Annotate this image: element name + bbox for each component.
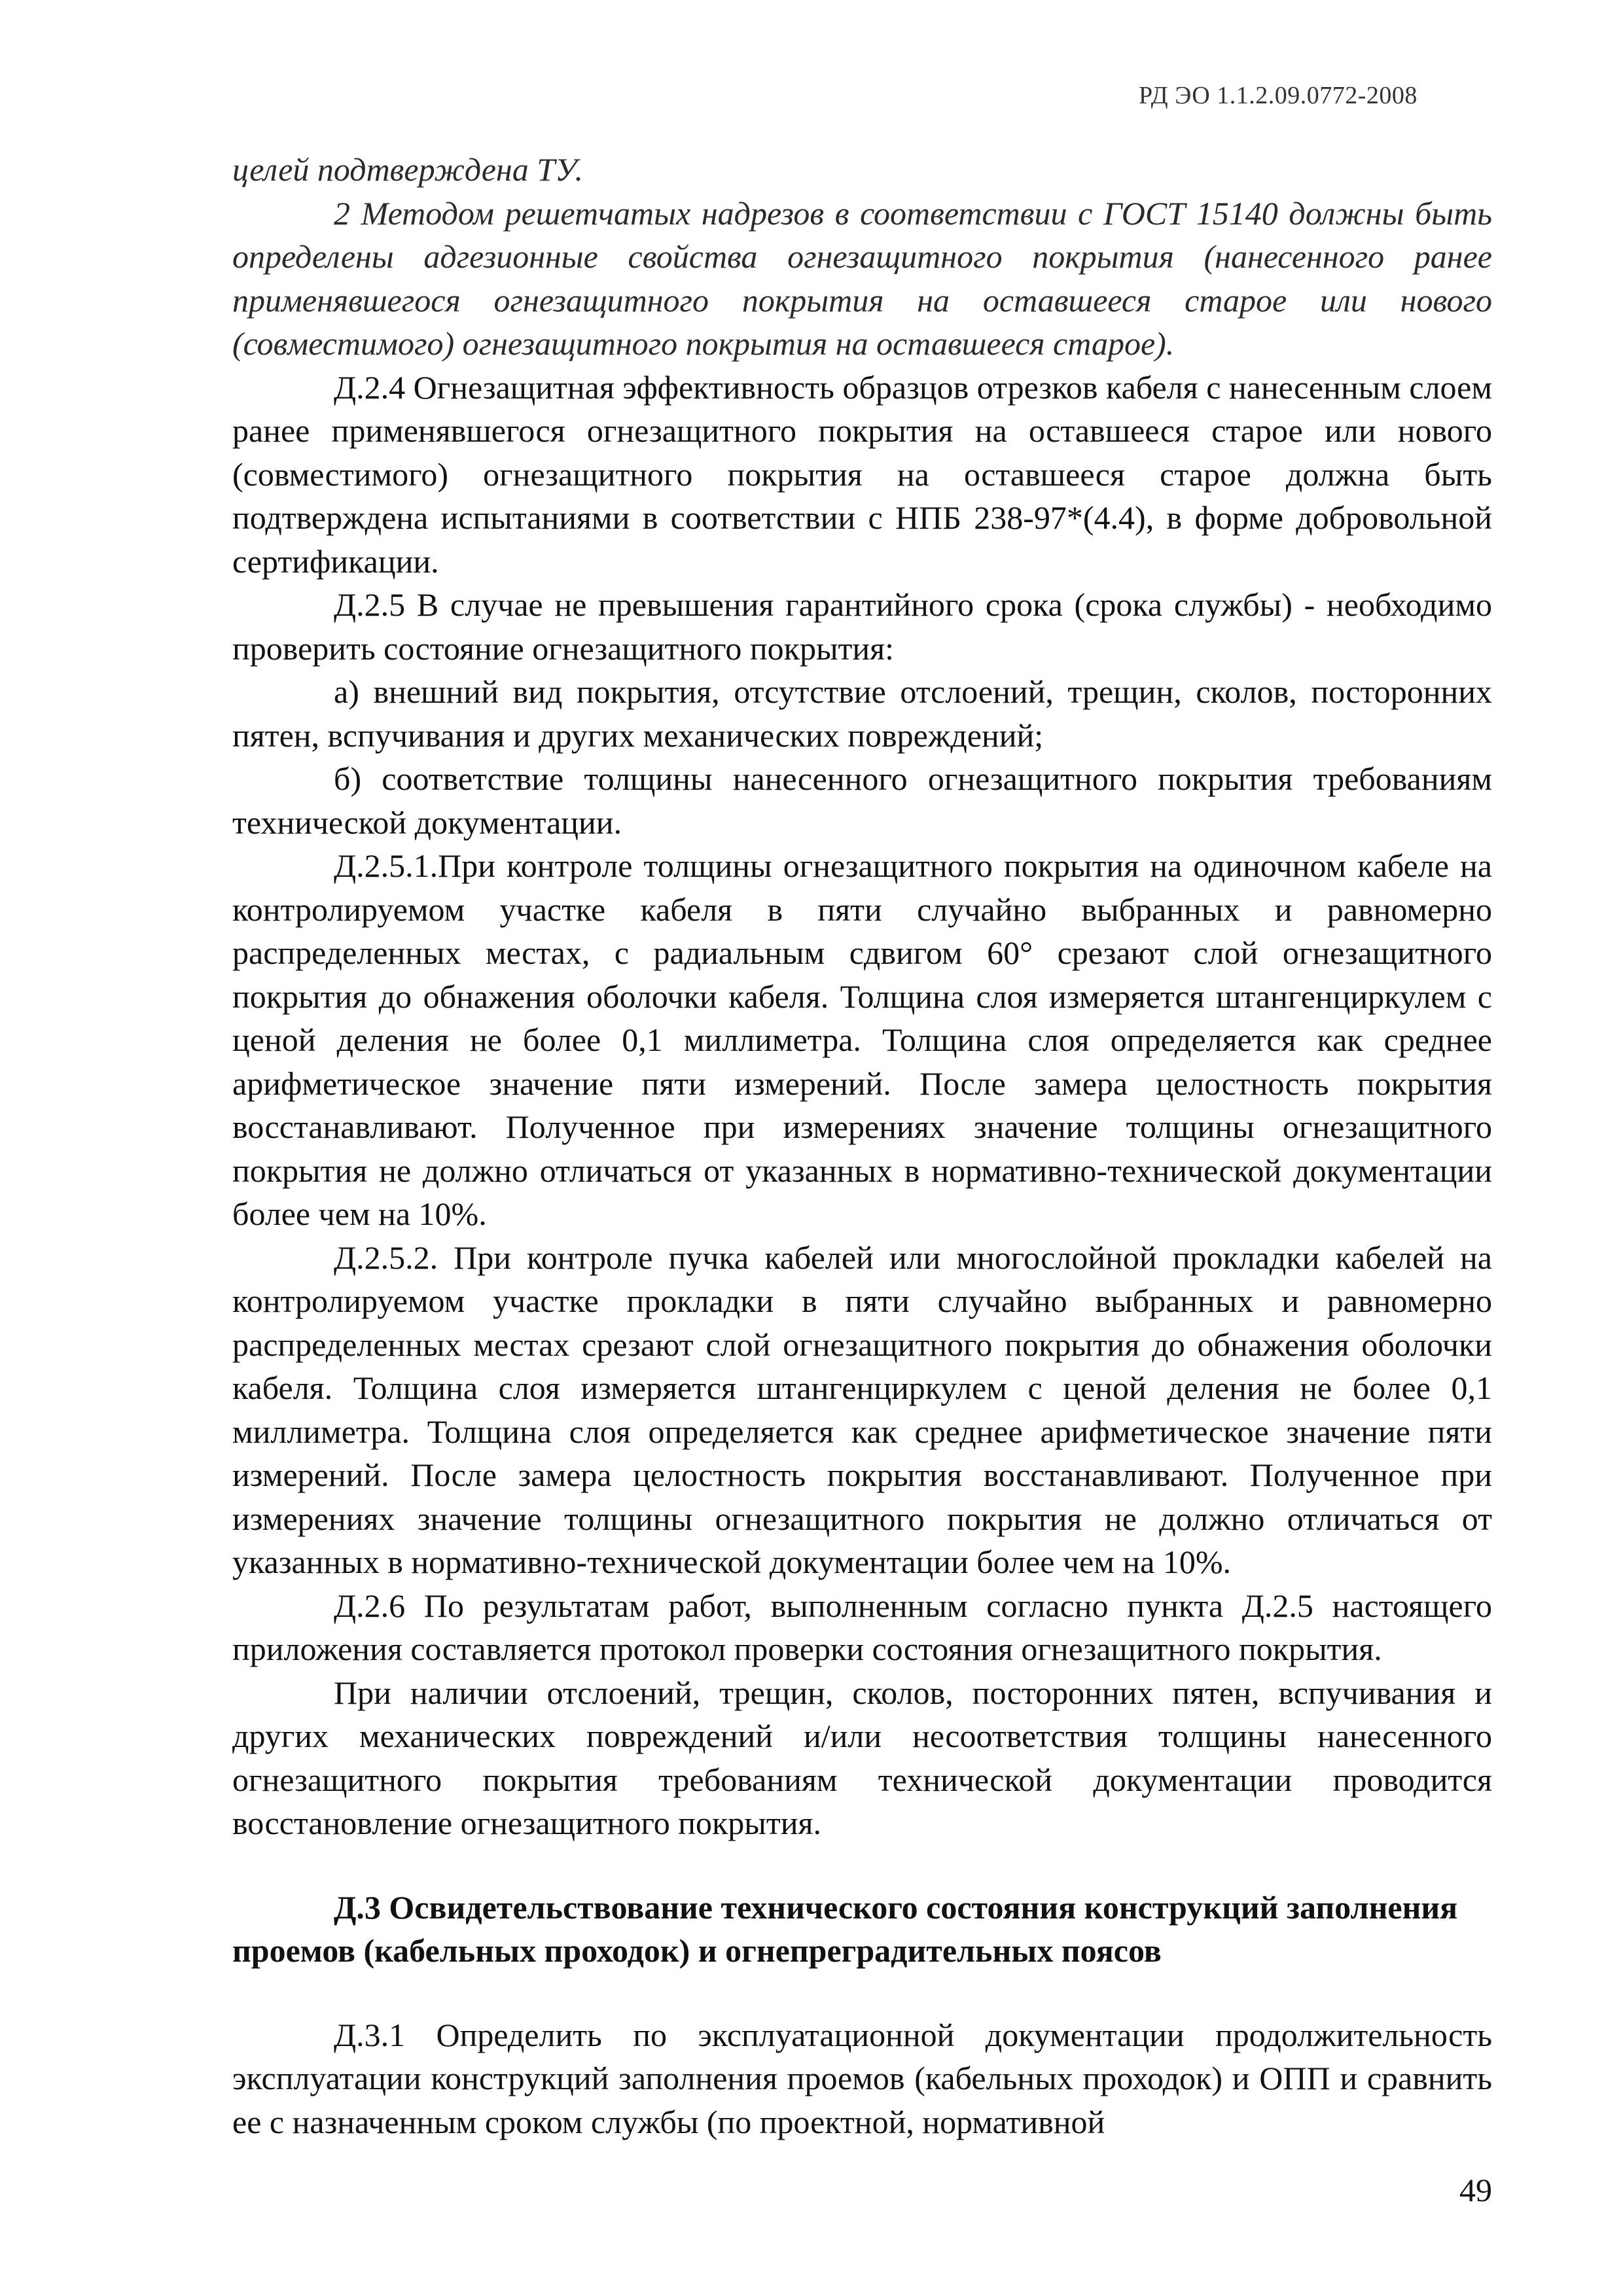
paragraph-d-2-5: Д.2.5 В случае не превышения гарантийного срока (срока службы) - необходимо проверить состояние огнезащитного покрытия: [232, 586, 1492, 667]
paragraph-d-2-5-2: Д.2.5.2. При контроле пучка кабелей или многослойной прокладки кабелей на контролируемом участке прокладки в пяти случайно выбранных и равномерно распределенных местах срезают слой огнезащитного покрытия до обнажения оболочки кабеля. Толщина слоя измеряется штангенциркулем с ценой деления не более 0,1 миллиметра. Толщина слоя определяется как среднее арифметическое значение пяти измерений. После замера целостность покрытия восстанавливают. Полученное при измерениях значение толщины огнезащитного покрытия не должно отличаться от указанных в нормативно-технической документации более чем на 10%. [232, 1239, 1492, 1580]
paragraph-d-2-5-1: Д.2.5.1.При контроле толщины огнезащитного покрытия на одиночном кабеле на контролируемом участке кабеля в пяти случайно выбранных и равномерно распределенных местах, с радиальным сдвигом 60° срезают слой огнезащитного покрытия до обнажения оболочки кабеля. Толщина слоя измеряется штангенциркулем с ценой деления не более 0,1 миллиметра. Толщина слоя определяется как среднее арифметическое значение пяти измерений. После замера целостность покрытия восстанавливают. Полученное при измерениях значение толщины огнезащитного покрытия не должно отличаться от указанных в нормативно-технической документации более чем на 10%. [232, 847, 1492, 1232]
document-code: РД ЭО 1.1.2.09.0772-2008 [1139, 82, 1418, 109]
section-heading-d-3: Д.3 Освидетельствование технического состояния конструкций заполнения проемов (кабельных проходок) и огнепреградительных поясов [232, 1888, 1458, 1969]
page-number: 49 [1459, 2172, 1492, 2208]
paragraph-note-2: 2 Методом решетчатых надрезов в соответствии с ГОСТ 15140 должны быть определены адгезионные свойства огнезащитного покрытия (нанесенного ранее применявшегося огнезащитного покрытия на оставшееся старое или нового (совместимого) огнезащитного покрытия на оставшееся старое). [232, 194, 1492, 362]
paragraph-d-2-6: Д.2.6 По результатам работ, выполненным согласно пункта Д.2.5 настоящего приложения составляется протокол проверки состояния огнезащитного покрытия. [232, 1587, 1492, 1667]
list-item-a: а) внешний вид покрытия, отсутствие отслоений, трещин, сколов, посторонних пятен, вспучивания и других механических повреждений; [232, 673, 1492, 754]
paragraph-restoration: При наличии отслоений, трещин, сколов, посторонних пятен, вспучивания и других механических повреждений и/или несоответствия толщины нанесенного огнезащитного покрытия требованиям технической документации проводится восстановление огнезащитного покрытия. [232, 1674, 1492, 1841]
paragraph-continuation: целей подтверждена ТУ. [232, 151, 584, 188]
paragraph-d-2-4: Д.2.4 Огнезащитная эффективность образцов отрезков кабеля с нанесенным слоем ранее применявшегося огнезащитного покрытия на оставшееся старое или нового (совместимого) огнезащитного покрытия на оставшееся старое должна быть подтверждена испытаниями в соответствии с НПБ 238-97*(4.4), в форме добровольной сертификации. [232, 368, 1492, 580]
document-body [232, 148, 1492, 2144]
paragraph-d-3-1: Д.3.1 Определить по эксплуатационной документации продолжительность эксплуатации конструкций заполнения проемов (кабельных проходок) и ОПП и сравнить ее с назначенным сроком службы (по проектной, нормативной [232, 2016, 1492, 2140]
list-item-b: б) соответствие толщины нанесенного огнезащитного покрытия требованиям технической документации. [232, 760, 1492, 841]
